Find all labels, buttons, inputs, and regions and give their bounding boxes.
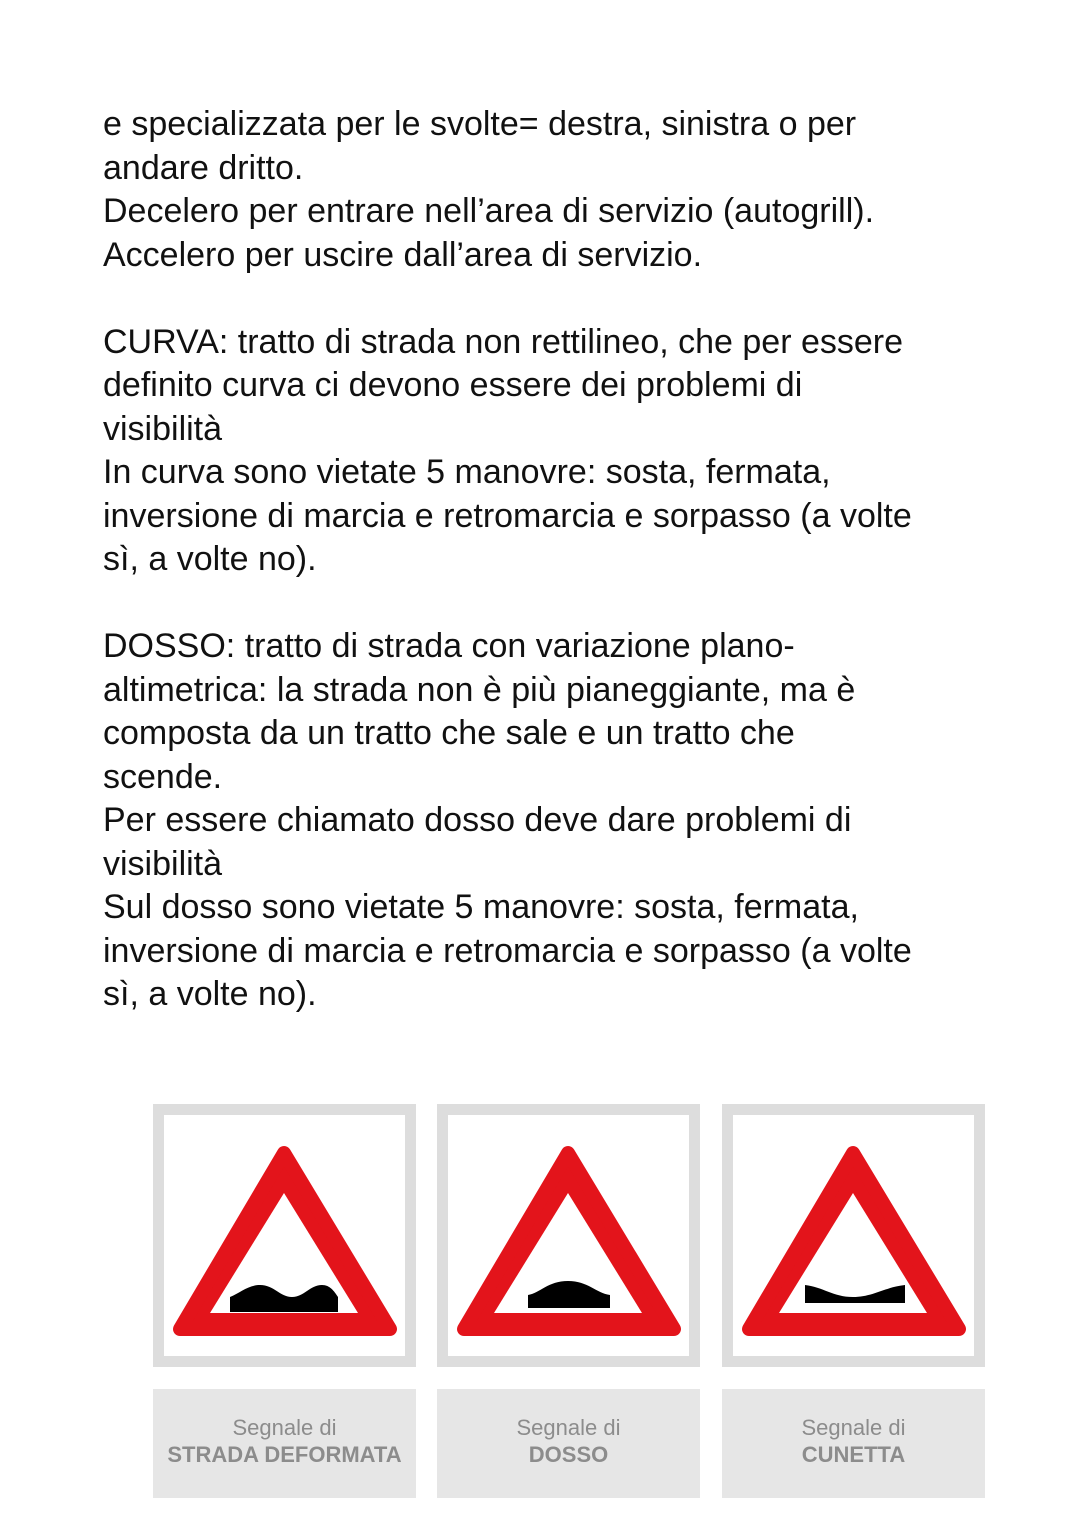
- text-line: inversione di marcia e retromarcia e sorpasso (a volte: [103, 931, 912, 970]
- road-bumps-warning-sign-icon: [164, 1115, 405, 1356]
- text-line: composta da un tratto che sale e un tratto che: [103, 714, 795, 752]
- caption-prefix: Segnale di: [516, 1415, 621, 1440]
- notes-text: [103, 103, 1003, 1017]
- text-line: Per essere chiamato dosso deve dare problemi di: [103, 801, 852, 839]
- text-line: Accelero per uscire dall’area di servizio.: [103, 235, 703, 274]
- caption-sign-name: STRADA DEFORMATA: [167, 1442, 402, 1467]
- text-line: inversione di marcia e retromarcia e sorpasso (a volte: [103, 496, 912, 535]
- caption-sign-name: CUNETTA: [801, 1442, 906, 1467]
- text-line: sì, a volte no).: [103, 975, 317, 1013]
- text-line: Sul dosso sono vietate 5 manovre: sosta, fermata,: [103, 888, 859, 926]
- caption-prefix: Segnale di: [232, 1415, 337, 1440]
- sign-card-strada-deformata: [153, 1104, 416, 1467]
- caption-sign-name: DOSSO: [528, 1442, 609, 1467]
- text-line: e specializzata per le svolte= destra, sinistra o per: [103, 105, 857, 143]
- text-line: Decelero per entrare nell’area di servizio (autogrill).: [103, 192, 875, 230]
- sign-frame: [437, 1104, 700, 1367]
- sign-image: [164, 1115, 405, 1356]
- sign-card-dosso: [437, 1104, 700, 1467]
- warning-signs-row: [153, 1104, 985, 1504]
- text-line: altimetrica: la strada non è più pianeggiante, ma è: [103, 670, 856, 709]
- paragraph-curva: [103, 321, 1003, 582]
- text-line: sì, a volte no).: [103, 540, 317, 578]
- text-line: visibilità: [103, 844, 223, 883]
- paragraph-spacer: [103, 582, 1003, 626]
- speed-bump-warning-sign-icon: [448, 1115, 689, 1356]
- sign-caption: [437, 1389, 700, 1498]
- paragraph-lanes: [103, 103, 1003, 277]
- text-line: scende.: [103, 757, 223, 796]
- text-line: DOSSO: tratto di strada con variazione plano-: [103, 627, 795, 665]
- caption-prefix: Segnale di: [801, 1415, 906, 1440]
- sign-image: [448, 1115, 689, 1356]
- sign-frame: [722, 1104, 985, 1367]
- sign-caption: [153, 1389, 416, 1498]
- sign-frame: [153, 1104, 416, 1367]
- text-line: andare dritto.: [103, 148, 304, 187]
- sign-card-cunetta: [722, 1104, 985, 1467]
- text-line: visibilità: [103, 409, 223, 448]
- text-line: CURVA: tratto di strada non rettilineo, che per essere: [103, 322, 904, 361]
- paragraph-spacer: [103, 277, 1003, 321]
- text-line: In curva sono vietate 5 manovre: sosta, fermata,: [103, 453, 831, 491]
- dip-warning-sign-icon: [733, 1115, 974, 1356]
- sign-caption: [722, 1389, 985, 1498]
- sign-image: [733, 1115, 974, 1356]
- text-line: definito curva ci devono essere dei problemi di: [103, 366, 803, 404]
- paragraph-dosso: [103, 625, 1003, 1017]
